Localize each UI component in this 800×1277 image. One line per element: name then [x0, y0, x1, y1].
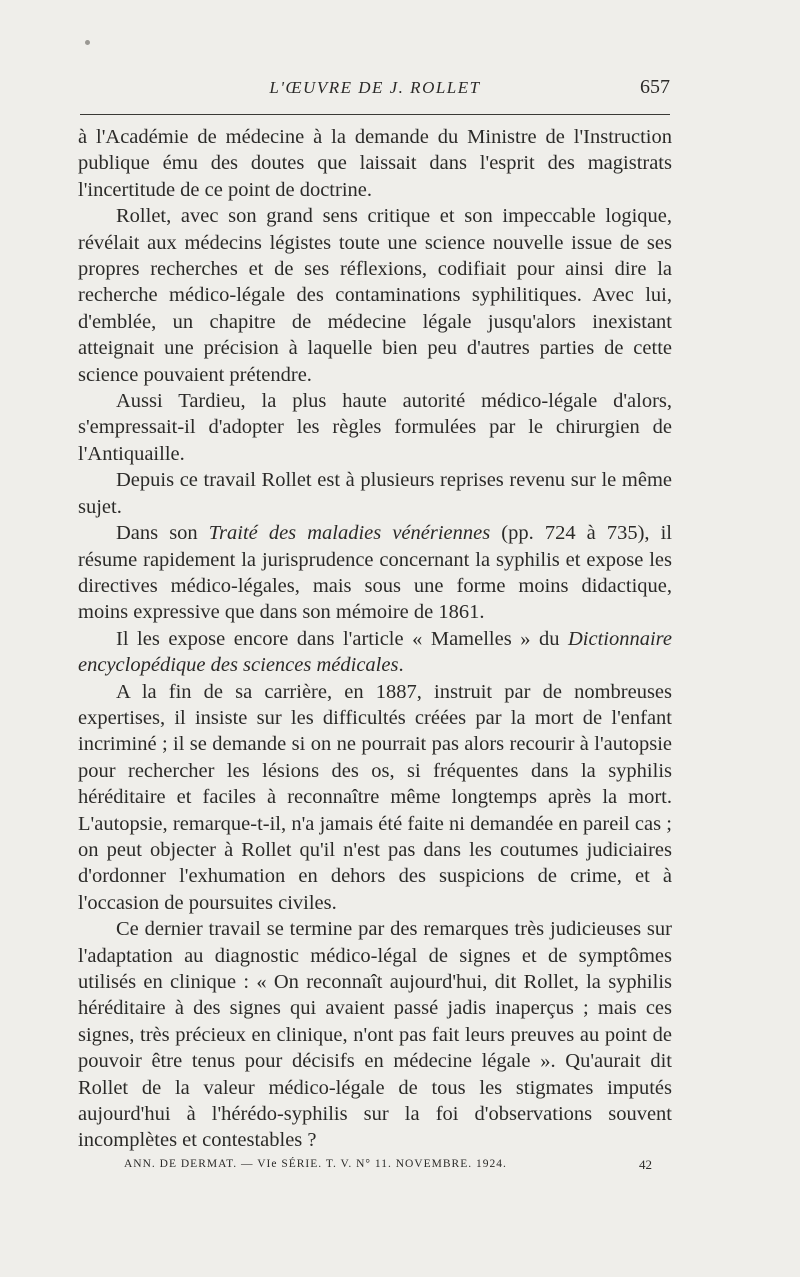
page-footer [124, 1158, 652, 1170]
page-number: 657 [640, 76, 670, 98]
article-body [78, 124, 672, 1154]
page-header [80, 76, 670, 108]
running-title: L'ŒUVRE DE J. ROLLET [269, 78, 481, 97]
paragraph-5-lead: Dans son [116, 522, 209, 545]
paragraph-5 [78, 520, 672, 626]
signature-mark: 42 [639, 1157, 652, 1172]
paragraph-7: A la fin de sa carrière, en 1887, instruit par de nombreuses expertises, il insiste sur les difficultés créées par la mort de l'enfant incriminé ; il se demande si on ne pourrait pas alors recourir à l'autopsie pour rechercher les lésions des os, si fréquentes dans la syphilis héréditaire et faciles à reconnaître même longtemps après la mort. L'autopsie, remarque-t-il, n'a jamais été faite ni demandée en pareil cas ; on peut objecter à Rollet qu'il n'est pas dans les coutumes judiciaires d'ordonner l'exhumation en dehors des suspicions de crime, et à l'occasion de poursuites civiles. [78, 680, 672, 914]
paragraph-2: Rollet, avec son grand sens critique et son impeccable logique, révélait aux médecins légistes toute une science nouvelle issue de ses propres recherches et de ses réflexions, codifiait pour ainsi dire la recherche médico-légale des contaminations syphilitiques. Avec lui, d'emblée, un chapitre de médecine légale jusqu'alors inexistant atteignait une précision à laquelle bien peu d'autres parties de cette science pouvaient prétendre. [78, 205, 672, 386]
paragraph-6-rest: . [398, 654, 404, 677]
treatise-title: Traité des maladies vénériennes [208, 522, 491, 545]
paragraph-4: Depuis ce travail Rollet est à plusieurs reprises revenu sur le même sujet. [78, 469, 672, 518]
journal-reference: ANN. DE DERMAT. — VIe SÉRIE. T. V. N° 11. NOVEMBRE. 1924. [124, 1158, 507, 1170]
dictionary-title: Dictionnaire encyclopédique des sciences médicales [78, 627, 672, 677]
paragraph-1: à l'Académie de médecine à la demande du Ministre de l'Instruction publique ému des doutes que laissait dans l'esprit des magistrats l'incertitude de ce point de doctrine. [78, 126, 672, 201]
header-rule [80, 114, 670, 115]
print-speck [85, 40, 90, 45]
paragraph-3: Aussi Tardieu, la plus haute autorité médico-légale d'alors, s'empressait-il d'adopter les règles formulées par le chirurgien de l'Antiquaille. [78, 390, 672, 465]
paragraph-8: Ce dernier travail se termine par des remarques très judicieuses sur l'adaptation au diagnostic médico-légal de signes et de symptômes utilisés en clinique : « On reconnaît aujourd'hui, dit Rollet, la syphilis héréditaire à des signes qui avaient passé jadis inaperçus ; mais ces signes, très précieux en clinique, n'ont pas fait leurs preuves au point de pouvoir être tenus pour décisifs en médecine légale ». Qu'aurait dit Rollet de la valeur médico-légale de tous les stigmates imputés aujourd'hui à l'hérédo-syphilis sur la foi d'observations souvent incomplètes et contestables ? [78, 918, 672, 1152]
paragraph-6 [78, 626, 672, 679]
paragraph-5-rest: (pp. 724 à 735), il résume rapidement la jurisprudence concernant la syphilis et expose les directives médico-légales, mais sous une forme moins didactique, moins expressive que dans son mémoire de 1861. [78, 522, 673, 624]
paragraph-6-lead: Il les expose encore dans l'article « Mamelles » du [116, 627, 568, 650]
